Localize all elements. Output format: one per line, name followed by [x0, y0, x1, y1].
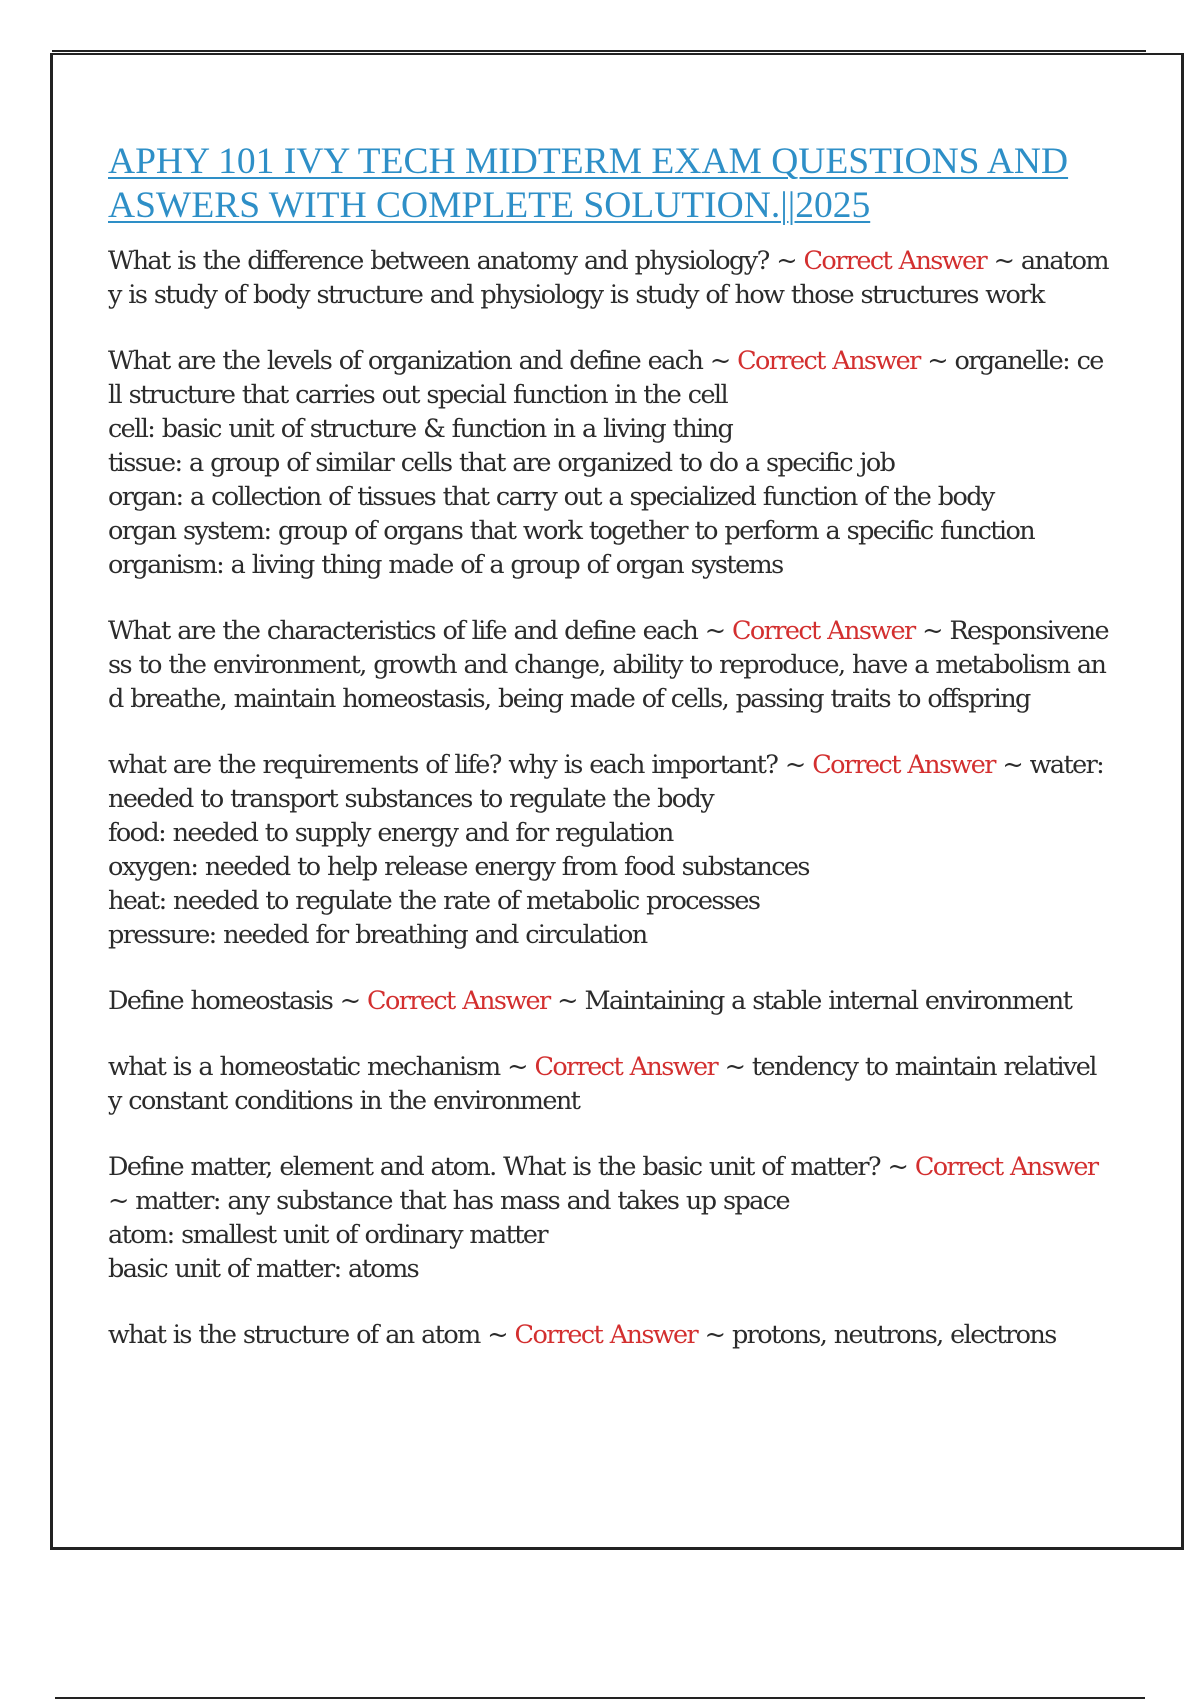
answer: Maintaining a stable internal environment [584, 986, 1072, 1016]
separator: ~ [922, 616, 942, 646]
separator: ~ [724, 1052, 745, 1082]
answer: protons, neutrons, electrons [731, 1320, 1056, 1350]
answer: organelle: cell structure that carries out special function in the cell cell: basic unit of structure & function in a living thing tissue: a group of similar cells that are organized to do a specific job organ: a collection of tissues that carry out a specialized function of the body organ system: group of organs that work together to perform a specific function organism: a living thing made of a group of organ systems [108, 346, 1103, 580]
qa-item [108, 614, 1108, 716]
question: Define homeostasis [108, 986, 333, 1016]
document-content [108, 140, 1108, 1545]
question: what are the requirements of life? why is each important? [108, 750, 778, 780]
correct-answer-label: Correct Answer [367, 986, 550, 1016]
correct-answer-label: Correct Answer [534, 1052, 718, 1082]
question: What is the difference between anatomy and physiology? [108, 246, 769, 276]
separator: ~ [993, 246, 1014, 276]
answer: Responsiveness to the environment, growth and change, ability to reproduce, have a metabolism and breathe, maintain homeostasis, being made of cells, passing traits to offspring [108, 616, 1108, 714]
answer: water: needed to transport substances to regulate the body food: needed to supply energy and for regulation oxygen: needed to help release energy from food substances heat: needed to regulate the rate of metabolic processes pressure: needed for breathing and circulation [108, 750, 1104, 950]
qa-item [108, 984, 1108, 1018]
question: Define matter, element and atom. What is the basic unit of matter? [108, 1152, 880, 1182]
correct-answer-label: Correct Answer [737, 346, 920, 376]
separator: ~ [108, 1186, 128, 1216]
question: what is the structure of an atom [108, 1320, 480, 1350]
question: what is a homeostatic mechanism [108, 1052, 500, 1082]
separator: ~ [776, 246, 796, 276]
separator: ~ [709, 346, 730, 376]
separator: ~ [704, 1320, 725, 1350]
separator: ~ [487, 1320, 508, 1350]
document-title[interactable]: APHY 101 IVY TECH MIDTERM EXAM QUESTIONS AND ASWERS WITH COMPLETE SOLUTION.||2025 [108, 141, 1069, 226]
bottom-rule [55, 1697, 1145, 1699]
separator: ~ [784, 750, 805, 780]
separator: ~ [557, 986, 577, 1016]
answer: matter: any substance that has mass and takes up space atom: smallest unit of ordinary matter basic unit of matter: atoms [108, 1186, 789, 1284]
answer: anatomy is study of body structure and physiology is study of how those structures work [108, 246, 1108, 310]
qa-item [108, 748, 1108, 952]
question: What are the levels of organization and define each [108, 346, 703, 376]
qa-item [108, 1318, 1108, 1352]
correct-answer-label: Correct Answer [803, 246, 987, 276]
correct-answer-label: Correct Answer [732, 616, 915, 646]
question: What are the characteristics of life and define each [108, 616, 698, 646]
separator: ~ [927, 346, 948, 376]
correct-answer-label: Correct Answer [914, 1152, 1098, 1182]
qa-item [108, 344, 1108, 582]
separator: ~ [887, 1152, 908, 1182]
answer: tendency to maintain relatively constant conditions in the environment [108, 1052, 1096, 1116]
correct-answer-label: Correct Answer [514, 1320, 698, 1350]
top-rule [52, 50, 1146, 52]
correct-answer-label: Correct Answer [812, 750, 995, 780]
separator: ~ [1002, 750, 1023, 780]
qa-item [108, 1150, 1108, 1286]
separator: ~ [704, 616, 725, 646]
qa-item [108, 1050, 1108, 1118]
separator: ~ [339, 986, 360, 1016]
qa-item [108, 244, 1108, 312]
separator: ~ [507, 1052, 527, 1082]
